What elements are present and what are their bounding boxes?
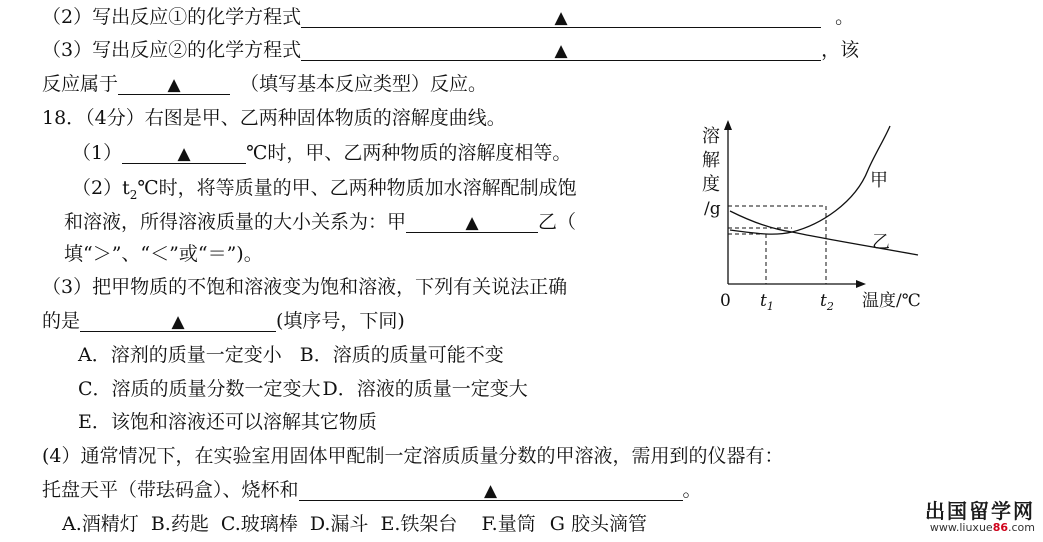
q18-part3-line2-start: 的是 [42, 310, 81, 332]
q18-options-cd [78, 376, 528, 402]
q17-part2-end: 。 [835, 6, 855, 28]
q18-part2-start: （2）t [72, 177, 130, 199]
y-label-char: /g [704, 199, 721, 219]
q18-part2-sub: 2 [129, 187, 138, 202]
answer-blank[interactable] [118, 74, 230, 95]
q17-part3-line [42, 37, 859, 63]
q17-part3-line2-start: 反应属于 [42, 73, 119, 95]
answer-blank[interactable] [299, 480, 683, 501]
y-label-char: 度 [702, 174, 720, 195]
q18-part2-line2-end: 乙（ [538, 211, 577, 233]
q18-part1-start: （1） [72, 142, 123, 164]
option-d: D．溶液的质量一定变大 [322, 378, 528, 400]
blank-marker-icon: ▲ [171, 312, 185, 332]
x-axis-label: 温度/℃ [862, 291, 921, 311]
instrument-f: F.量筒 [481, 513, 536, 535]
y-axis-arrow-icon [724, 120, 732, 130]
option-b: B．溶质的质量可能不变 [299, 344, 504, 366]
q18-part2-line2 [64, 209, 576, 235]
instrument-e: E.铁架台 [380, 513, 458, 535]
q17-part3-text: （3）写出反应②的化学方程式 [42, 39, 302, 61]
instrument-d: D.漏斗 [309, 513, 369, 535]
t1-label: $t_1$ [760, 291, 774, 313]
curve-yi-label: 乙 [872, 232, 890, 253]
blank-marker-icon: ▲ [177, 144, 191, 164]
q18-part2-line3: 填“＞”、“＜”或“＝”)。 [64, 243, 263, 265]
x-axis-arrow-icon [856, 280, 866, 288]
watermark-title: 出国留学网 [925, 499, 1035, 523]
q18-title: 18．（4分）右图是甲、乙两种固体物质的溶解度曲线。 [42, 107, 506, 129]
q18-part4-line2 [42, 477, 702, 503]
q18-options-ab [78, 342, 504, 368]
answer-blank[interactable] [301, 40, 821, 61]
q17-part3-line2 [42, 71, 487, 97]
q18-part4-line1: (4）通常情况下，在实验室用固体甲配制一定溶质质量分数的甲溶液，需用到的仪器有： [42, 445, 784, 467]
blank-marker-icon: ▲ [483, 481, 498, 501]
answer-blank[interactable] [406, 212, 538, 233]
instrument-b: B.药匙 [150, 513, 209, 535]
answer-blank[interactable] [122, 143, 246, 164]
origin-label: 0 [720, 291, 731, 311]
q18-part1-line [72, 140, 571, 166]
y-label-char: 溶 [702, 126, 720, 147]
instrument-g: G 胶头滴管 [549, 513, 647, 535]
q18-part4-line2-start: 托盘天平（带珐码盒）、烧杯和 [42, 479, 299, 501]
instrument-options [62, 511, 647, 537]
t2-label: $t_2$ [820, 291, 834, 313]
q18-part2-line2-start: 和溶液，所得溶液质量的大小关系为：甲 [64, 211, 407, 233]
site-watermark [870, 500, 1035, 538]
q17-part2-line [42, 4, 854, 30]
answer-blank[interactable] [80, 311, 276, 332]
q17-part2-text: （2）写出反应①的化学方程式 [42, 6, 302, 28]
y-label-char: 解 [702, 150, 720, 171]
q17-part3-line2-end: （填写基本反应类型）反应。 [240, 73, 488, 95]
q18-part2-rest: ℃时，将等质量的甲、乙两种物质加水溶解配制成饱 [137, 177, 577, 199]
q18-part3-line2-end: (填序号，下同) [276, 310, 405, 332]
option-a: A．溶剂的质量一定变小 [78, 344, 282, 366]
blank-marker-icon: ▲ [554, 41, 568, 61]
q18-part1-end: ℃时，甲、乙两种物质的溶解度相等。 [246, 142, 572, 164]
watermark-url: www.liuxue86.com [929, 521, 1035, 534]
option-c: C．溶质的质量分数一定变大 [78, 378, 321, 400]
solubility-curve-figure [680, 118, 950, 318]
q18-part3-line2 [42, 308, 405, 334]
instrument-a: A.酒精灯 [62, 513, 139, 535]
curve-jia [730, 126, 890, 234]
q18-part3-line1: （3）把甲物质的不饱和溶液变为饱和溶液，下列有关说法正确 [42, 276, 568, 298]
curve-jia-label: 甲 [870, 170, 888, 191]
blank-marker-icon: ▲ [554, 8, 568, 28]
q18-option-e: E．该饱和溶液还可以溶解其它物质 [78, 411, 377, 433]
blank-marker-icon: ▲ [465, 213, 479, 233]
blank-marker-icon: ▲ [167, 75, 181, 95]
q17-part3-end: ，该 [821, 39, 860, 61]
q18-part4-line2-end: 。 [682, 479, 702, 501]
answer-blank[interactable] [301, 7, 821, 28]
instrument-c: C.玻璃棒 [220, 513, 298, 535]
q18-part2-line [72, 175, 577, 208]
